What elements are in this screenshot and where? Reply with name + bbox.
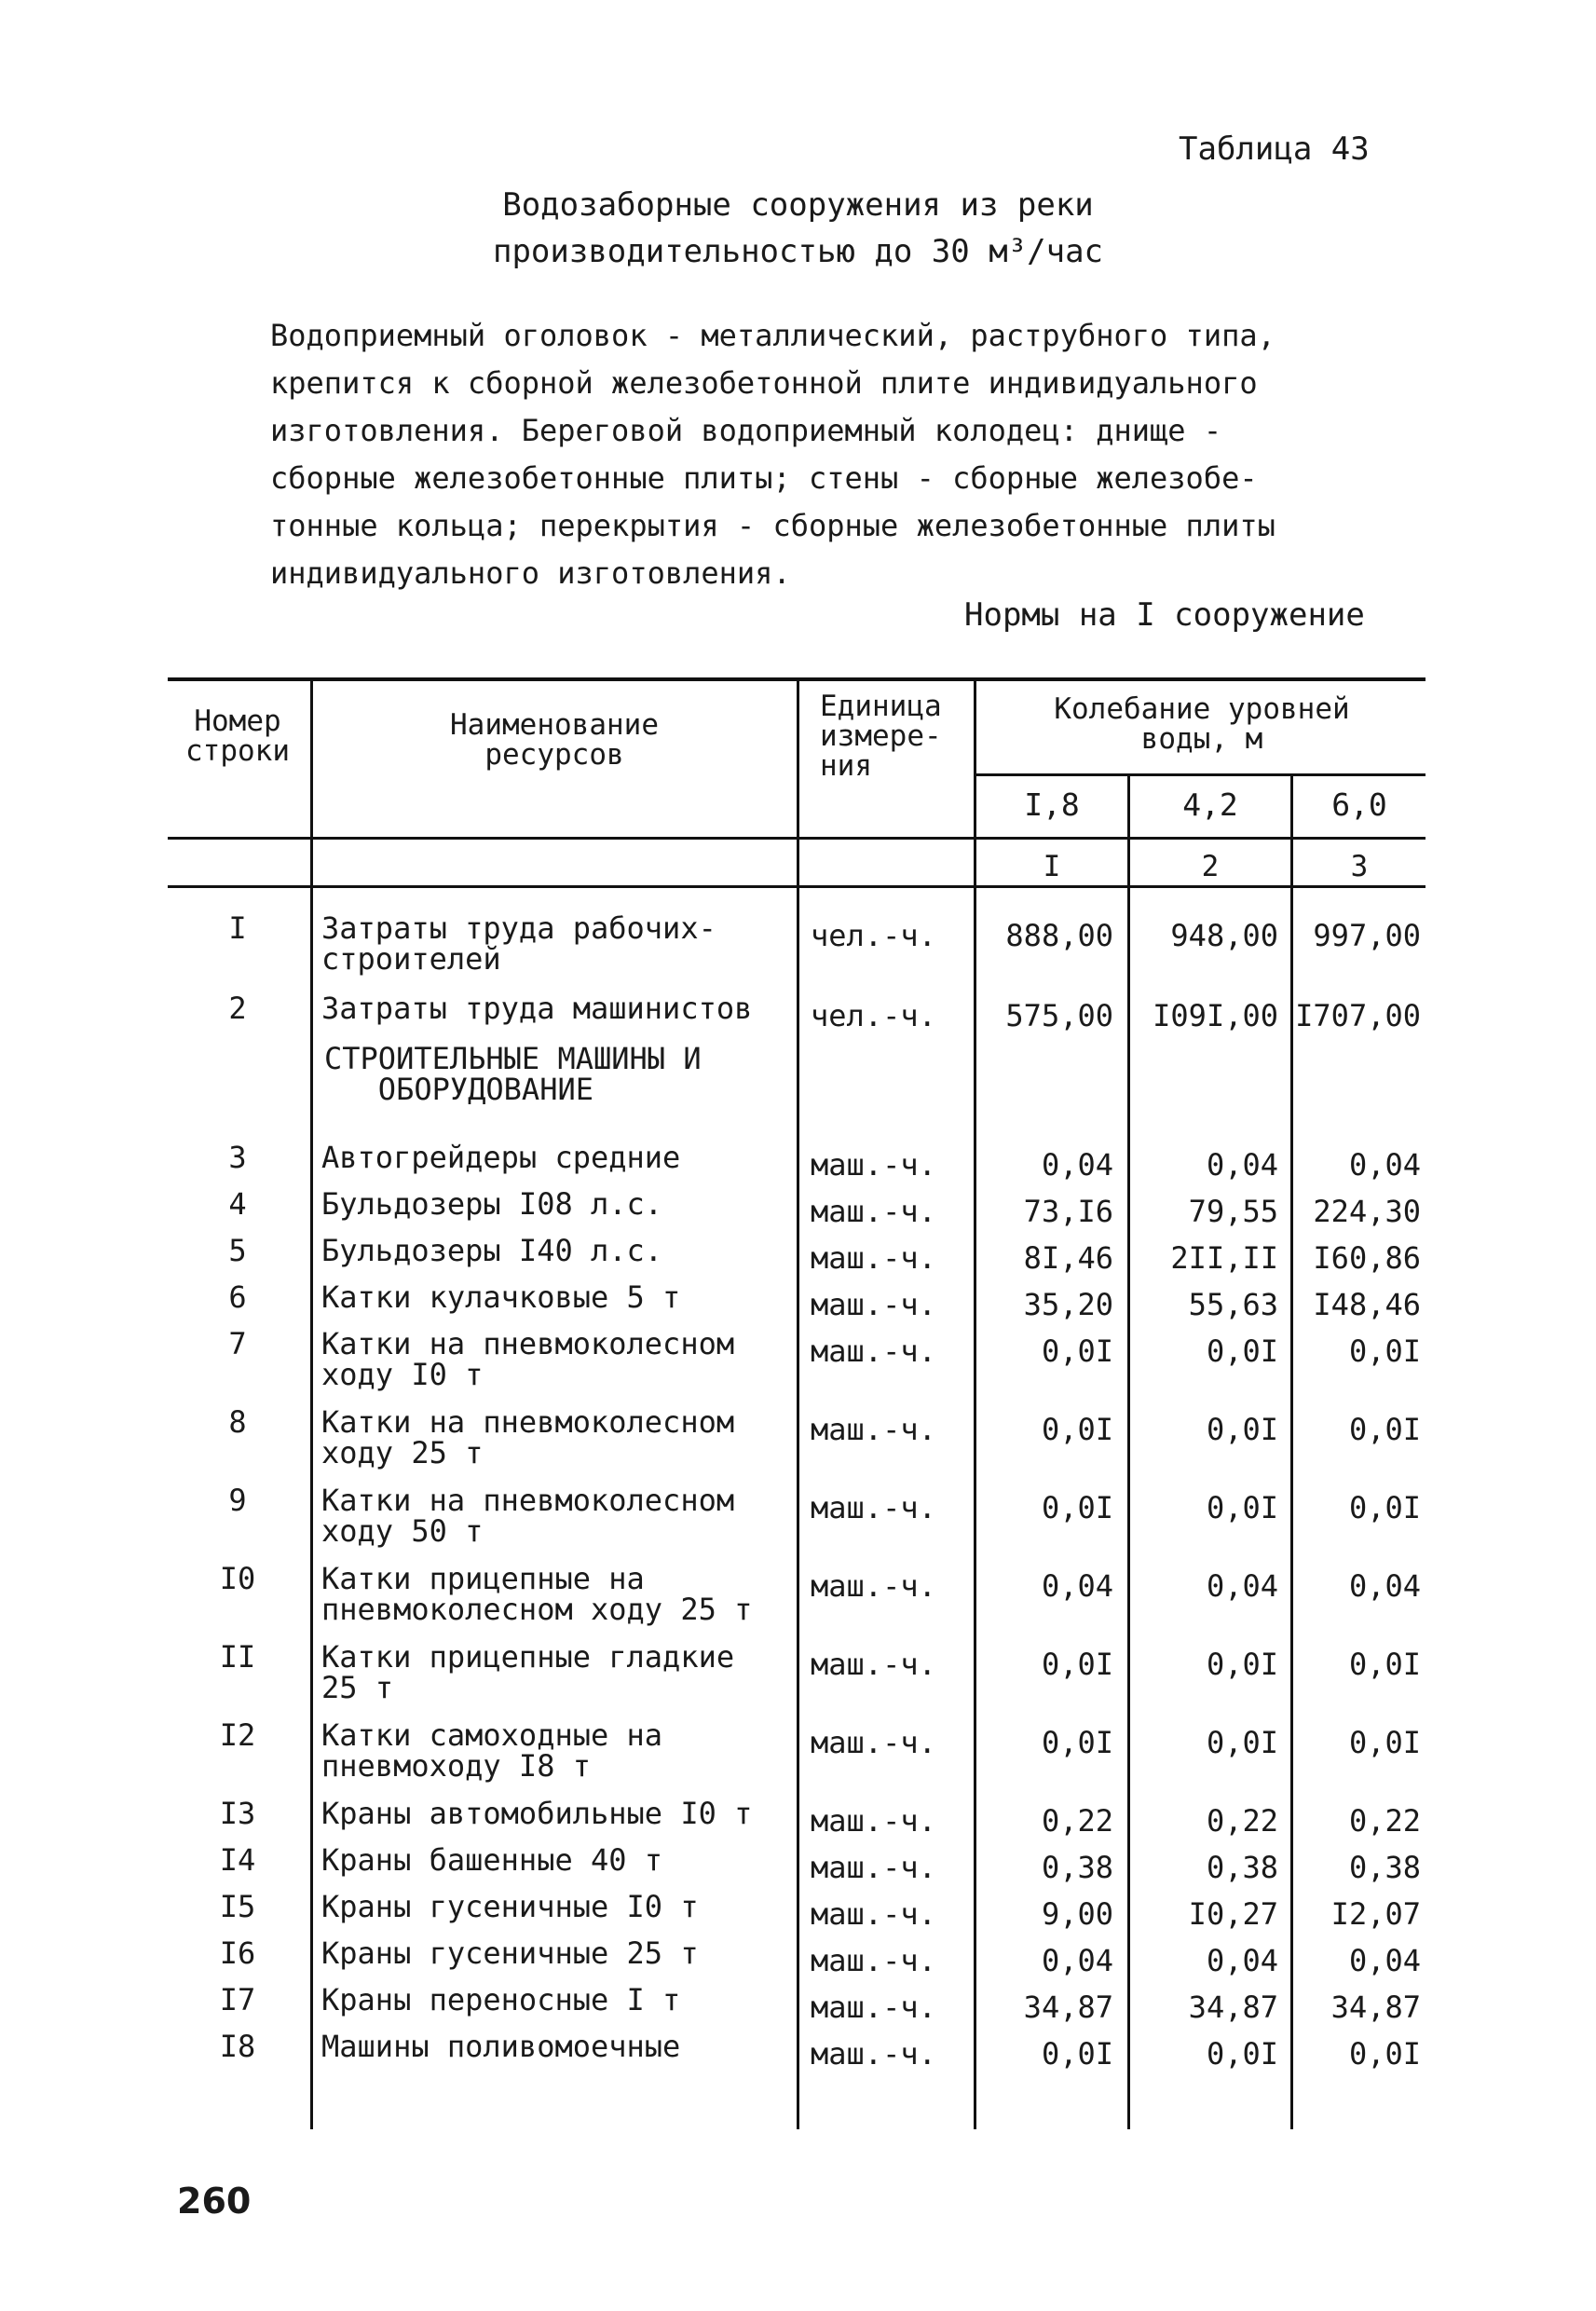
value-level-2: 948,00 (1170, 918, 1278, 953)
row-number: 9 (228, 1483, 247, 1518)
value-level-1: 73,I6 (1023, 1194, 1113, 1229)
value-level-2: 0,0I (1206, 1412, 1278, 1447)
resource-name: Катки кулачковые 5 т (321, 1279, 681, 1315)
value-level-3: 0,0I (1348, 1412, 1421, 1447)
description-paragraph: Водоприемный оголовок - металлический, раструбного типа, крепится к сборной железобетонной плите индивидуального изготовления. Береговой водоприемный колодец: днище - сборные железобетонные плиты; стены - сборные железобе- тонные кольца; перекрытия - сборные железобетонные плиты индивидуального изготовления. (270, 318, 1275, 591)
value-level-3: 0,38 (1348, 1850, 1421, 1885)
table-label: Таблица 43 (1179, 130, 1370, 168)
value-level-1: 0,0I (1041, 1333, 1113, 1369)
row-number: 6 (228, 1279, 247, 1315)
unit-cell: маш.-ч. (811, 1147, 936, 1183)
row-number: 5 (228, 1233, 247, 1268)
value-level-2: 0,0I (1206, 1490, 1278, 1525)
column-number-2: 2 (1201, 850, 1220, 883)
resource-name: Краны переносные I т (321, 1982, 681, 2017)
value-level-3: I2,07 (1330, 1896, 1421, 1932)
resource-name: Катки прицепные на пневмоколесном ходу 25 т (321, 1561, 753, 1627)
value-level-2: 0,22 (1206, 1803, 1278, 1839)
row-number: 8 (228, 1404, 247, 1440)
value-level-1: 0,0I (1041, 1490, 1113, 1525)
unit-cell: маш.-ч. (811, 1647, 936, 1682)
value-level-3: 34,87 (1330, 1990, 1421, 2025)
row-number: 7 (228, 1326, 247, 1361)
row-number: I4 (219, 1842, 256, 1878)
value-level-2: I0,27 (1188, 1896, 1278, 1932)
value-level-2: 0,0I (1206, 1725, 1278, 1760)
page-number: 260 (177, 2181, 252, 2222)
value-level-3: 0,0I (1348, 1490, 1421, 1525)
resource-name: Автогрейдеры средние (321, 1140, 681, 1175)
column-number-3: 3 (1350, 850, 1369, 883)
row-number: I5 (219, 1889, 256, 1924)
section-heading: СТРОИТЕЛЬНЫЕ МАШИНЫ И ОБОРУДОВАНИЕ (324, 1041, 702, 1107)
value-level-2: 0,0I (1206, 2036, 1278, 2072)
value-level-2: 2II,II (1170, 1240, 1278, 1276)
row-number: I (228, 910, 247, 946)
header-row-number: Номер строки (185, 704, 290, 768)
unit-cell: маш.-ч. (811, 1287, 936, 1322)
unit-cell: маш.-ч. (811, 1990, 936, 2025)
unit-cell: маш.-ч. (811, 1490, 936, 1525)
row-number: II (219, 1639, 256, 1675)
unit-cell: маш.-ч. (811, 1850, 936, 1885)
resource-name: Краны башенные 40 т (321, 1842, 663, 1878)
resource-name: Краны автомобильные I0 т (321, 1796, 753, 1831)
resource-name: Катки на пневмоколесном ходу 25 т (321, 1404, 735, 1470)
value-level-2: I09I,00 (1153, 998, 1278, 1033)
value-level-3: 0,04 (1348, 1943, 1421, 1978)
resource-name: Краны гусеничные I0 т (321, 1889, 699, 1924)
unit-cell: маш.-ч. (811, 1725, 936, 1760)
value-level-1: 0,04 (1041, 1147, 1113, 1183)
value-level-1: 0,04 (1041, 1943, 1113, 1978)
unit-cell: маш.-ч. (811, 1194, 936, 1229)
value-level-2: 0,04 (1206, 1147, 1278, 1183)
resource-name: Затраты труда рабочих- строителей (321, 910, 716, 977)
value-level-3: 0,04 (1348, 1568, 1421, 1604)
value-level-1: 0,0I (1041, 2036, 1113, 2072)
unit-cell: чел.-ч. (811, 918, 936, 953)
value-level-1: 34,87 (1023, 1990, 1113, 2025)
row-number: 4 (228, 1186, 247, 1222)
value-level-3: I60,86 (1313, 1240, 1421, 1276)
value-level-1: 8I,46 (1023, 1240, 1113, 1276)
row-number: I3 (219, 1796, 256, 1831)
row-number: I8 (219, 2029, 256, 2064)
value-level-3: 0,0I (1348, 1647, 1421, 1682)
value-level-2: 34,87 (1188, 1990, 1278, 2025)
value-level-1: 0,0I (1041, 1725, 1113, 1760)
resource-name: Катки прицепные гладкие 25 т (321, 1639, 735, 1705)
value-level-1: 575,00 (1005, 998, 1113, 1033)
row-number: 2 (228, 991, 247, 1026)
header-level-2: 4,2 (1182, 786, 1238, 823)
unit-cell: маш.-ч. (811, 1803, 936, 1839)
resource-name: Машины поливомоечные (321, 2029, 681, 2064)
value-level-1: 0,04 (1041, 1568, 1113, 1604)
value-level-2: 0,0I (1206, 1333, 1278, 1369)
resource-name: Бульдозеры I08 л.с. (321, 1186, 663, 1222)
value-level-1: 0,38 (1041, 1850, 1113, 1885)
value-level-3: 997,00 (1313, 918, 1421, 953)
row-number: I6 (219, 1935, 256, 1971)
unit-cell: маш.-ч. (811, 1943, 936, 1978)
unit-cell: маш.-ч. (811, 1568, 936, 1604)
col-divider-1 (310, 680, 313, 2129)
value-level-3: 0,0I (1348, 2036, 1421, 2072)
unit-cell: маш.-ч. (811, 1412, 936, 1447)
value-level-3: I48,46 (1313, 1287, 1421, 1322)
group-header-rule (976, 773, 1425, 776)
header-level-3: 6,0 (1331, 786, 1387, 823)
header-resource-name: Наименование ресурсов (450, 708, 659, 772)
col-divider-3 (974, 680, 976, 2129)
unit-cell: маш.-ч. (811, 2036, 936, 2072)
resource-name: Катки самоходные на пневмоходу I8 т (321, 1717, 663, 1784)
resource-name: Катки на пневмоколесном ходу I0 т (321, 1326, 735, 1392)
resource-name: Краны гусеничные 25 т (321, 1935, 699, 1971)
row-number: I2 (219, 1717, 256, 1753)
value-level-2: 55,63 (1188, 1287, 1278, 1322)
value-level-2: 0,38 (1206, 1850, 1278, 1885)
unit-cell: маш.-ч. (811, 1333, 936, 1369)
col-divider-5 (1290, 775, 1293, 2129)
value-level-1: 888,00 (1005, 918, 1113, 953)
resource-name: Бульдозеры I40 л.с. (321, 1233, 663, 1268)
col-divider-2 (797, 680, 799, 2129)
value-level-3: I707,00 (1295, 998, 1421, 1033)
row-number: 3 (228, 1140, 247, 1175)
unit-cell: маш.-ч. (811, 1896, 936, 1932)
value-level-1: 0,0I (1041, 1412, 1113, 1447)
value-level-2: 79,55 (1188, 1194, 1278, 1229)
value-level-1: 0,22 (1041, 1803, 1113, 1839)
unit-cell: маш.-ч. (811, 1240, 936, 1276)
table-title-line-2: производительностью до 30 м³/час (492, 233, 1104, 270)
header-level-1: I,8 (1024, 786, 1080, 823)
resource-name: Затраты труда машинистов (321, 991, 753, 1026)
value-level-1: 0,0I (1041, 1647, 1113, 1682)
table-title-line-1: Водозаборные сооружения из реки (502, 186, 1094, 224)
value-level-1: 35,20 (1023, 1287, 1113, 1322)
value-level-3: 0,04 (1348, 1147, 1421, 1183)
col-divider-4 (1127, 775, 1130, 2129)
value-level-3: 224,30 (1313, 1194, 1421, 1229)
value-level-3: 0,22 (1348, 1803, 1421, 1839)
column-number-1: I (1043, 850, 1061, 883)
norms-label: Нормы на I сооружение (964, 596, 1365, 634)
value-level-3: 0,0I (1348, 1725, 1421, 1760)
row-number: I0 (219, 1561, 256, 1596)
row-number: I7 (219, 1982, 256, 2017)
value-level-2: 0,04 (1206, 1568, 1278, 1604)
header-water-level-group: Колебание уровней воды, м (1054, 692, 1350, 756)
value-level-2: 0,0I (1206, 1647, 1278, 1682)
value-level-2: 0,04 (1206, 1943, 1278, 1978)
resource-name: Катки на пневмоколесном ходу 50 т (321, 1483, 735, 1549)
unit-cell: чел.-ч. (811, 998, 936, 1033)
value-level-3: 0,0I (1348, 1333, 1421, 1369)
value-level-1: 9,00 (1041, 1896, 1113, 1932)
header-unit: Единица измере- ния (820, 690, 942, 783)
